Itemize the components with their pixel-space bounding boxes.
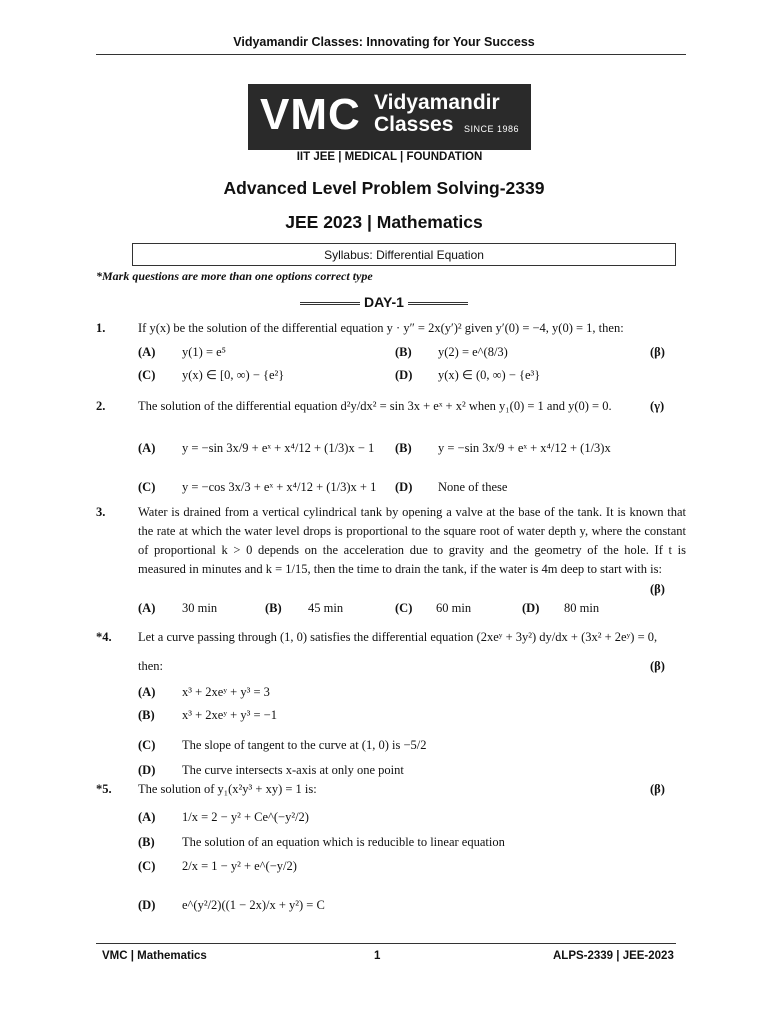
q1-number: 1. [96, 321, 106, 335]
q2-d-text: None of these [438, 480, 508, 494]
q1-answer: (β) [650, 345, 665, 359]
q3-number: 3. [96, 505, 106, 519]
logo-mark: VMC [260, 90, 361, 139]
q1-a-label: (A) [138, 345, 156, 359]
q4-number: *4. [96, 630, 112, 644]
q3-d-label: (D) [522, 601, 540, 615]
q1-c-label: (C) [138, 368, 156, 382]
page-number: 1 [374, 950, 381, 962]
logo-tagline: IIT JEE | MEDICAL | FOUNDATION [296, 151, 483, 163]
day-rule-left [300, 302, 360, 305]
vmc-logo [248, 84, 531, 150]
footer-left: VMC | Mathematics [102, 950, 207, 962]
q3-a-label: (A) [138, 601, 156, 615]
page-title: Advanced Level Problem Solving-2339 [223, 178, 545, 198]
q4-d-text: The curve intersects x-axis at only one point [182, 763, 404, 777]
q2-answer: (γ) [650, 399, 665, 413]
q3-b-text: 45 min [308, 601, 344, 615]
footer-rule [96, 943, 676, 944]
q1-b-label: (B) [395, 345, 412, 359]
q1-d-label: (D) [395, 368, 413, 382]
q4-text: Let a curve passing through (1, 0) satisfies the differential equation (2xeʸ + 3y²) dy/dx + (3x² + 2eʸ) = 0, [138, 630, 658, 644]
q3-text: Water is drained from a vertical cylindrical tank by opening a valve at the base of the tank. It is known that the rate at which the water level drops is proportional to the square root of water depth y, where the constant of proportional k > 0 depends on the acceleration due to gravity and the geometry of the hole. If t is measured in minutes and k = 1/15, then the time to drain the tank, if the water is 4m deep to start with is: [138, 505, 686, 576]
q4-then: then: [138, 659, 163, 673]
q3-c-label: (C) [395, 601, 413, 615]
q2-c-label: (C) [138, 480, 156, 494]
day-heading: DAY-1 [0, 294, 768, 310]
q5-b-text: The solution of an equation which is reducible to linear equation [182, 835, 505, 849]
footer-right: ALPS-2339 | JEE-2023 [553, 950, 674, 962]
q5-text: The solution of y₁(x²y³ + xy) = 1 is: [138, 782, 317, 796]
header-rule [96, 54, 686, 55]
q3-answer: (β) [650, 582, 665, 596]
q2-a-text: y = −sin 3x/9 + eˣ + x⁴/12 + (1/3)x − 1 [182, 441, 375, 455]
q5-d-label: (D) [138, 898, 156, 912]
q4-c-label: (C) [138, 738, 156, 752]
q1-a-text: y(1) = e⁵ [182, 345, 227, 359]
q5-number: *5. [96, 782, 112, 796]
q3-a-text: 30 min [182, 601, 218, 615]
q4-d-label: (D) [138, 763, 156, 777]
q1-d-text: y(x) ∈ (0, ∞) − {e³} [438, 368, 541, 382]
q1-b-text: y(2) = e^(8/3) [438, 345, 508, 359]
q4-c-text: The slope of tangent to the curve at (1, 0) is −5/2 [182, 738, 427, 752]
q3-b-label: (B) [265, 601, 282, 615]
q4-a-text: x³ + 2xeʸ + y³ = 3 [182, 685, 270, 699]
q2-a-label: (A) [138, 441, 156, 455]
q5-answer: (β) [650, 782, 665, 796]
instruction-note: *Mark questions are more than one options correct type [96, 269, 373, 283]
q4-b-text: x³ + 2xeʸ + y³ = −1 [182, 708, 277, 722]
q5-c-label: (C) [138, 859, 156, 873]
q5-a-label: (A) [138, 810, 156, 824]
q5-c-text: 2/x = 1 − y² + e^(−y/2) [182, 859, 297, 873]
q2-b-label: (B) [395, 441, 412, 455]
q2-text: The solution of the differential equation d²y/dx² = sin 3x + eˣ + x² when y₁(0) = 1 and y(0) = 0. [138, 399, 612, 413]
logo-since: SINCE 1986 [463, 124, 519, 134]
q5-d-text: e^(y²/2)((1 − 2x)/x + y²) = C [182, 898, 325, 912]
day-rule-right [408, 302, 468, 305]
syllabus-box: Syllabus: Differential Equation [132, 243, 676, 266]
q1-c-text: y(x) ∈ [0, ∞) − {e²} [182, 368, 285, 382]
q3-c-text: 60 min [436, 601, 472, 615]
logo-name: Vidyamandir Classes [374, 91, 500, 136]
q4-a-label: (A) [138, 685, 156, 699]
q2-b-text: y = −sin 3x/9 + eˣ + x⁴/12 + (1/3)x [438, 441, 611, 455]
q2-c-text: y = −cos 3x/3 + eˣ + x⁴/12 + (1/3)x + 1 [182, 480, 377, 494]
q2-number: 2. [96, 399, 106, 413]
q1-text: If y(x) be the solution of the differential equation y · y″ = 2x(y′)² given y′(0) = −4, y(0) = 1, then: [138, 321, 624, 335]
page-subtitle: JEE 2023 | Mathematics [285, 212, 483, 232]
q5-a-text: 1/x = 2 − y² + Ce^(−y²/2) [182, 810, 309, 824]
q4-answer: (β) [650, 659, 665, 673]
running-header: Vidyamandir Classes: Innovating for Your Success [233, 35, 535, 49]
q4-b-label: (B) [138, 708, 155, 722]
q3-d-text: 80 min [564, 601, 600, 615]
q2-d-label: (D) [395, 480, 413, 494]
q5-b-label: (B) [138, 835, 155, 849]
